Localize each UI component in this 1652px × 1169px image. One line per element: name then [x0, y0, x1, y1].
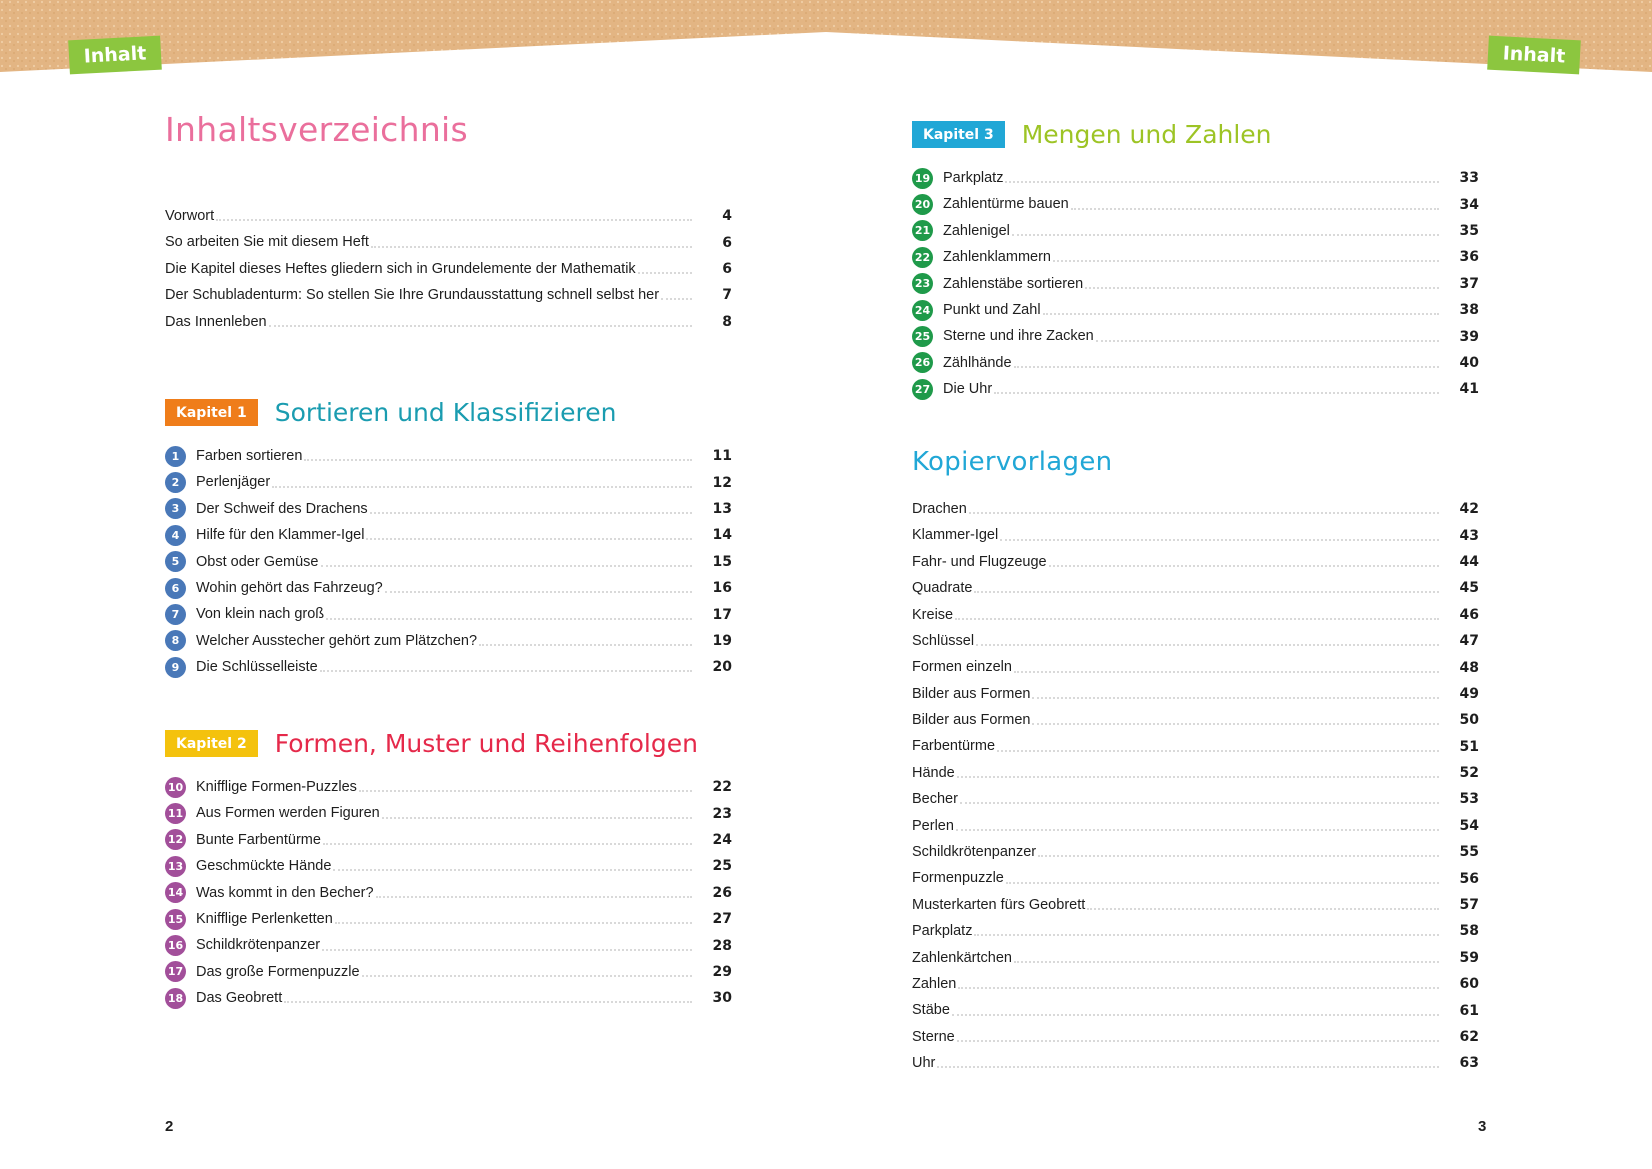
dot-leader — [952, 1014, 1439, 1016]
toc-label: Zahlen — [912, 975, 957, 992]
dot-leader — [304, 459, 692, 461]
item-number-badge: 2 — [165, 472, 186, 493]
item-number-badge: 17 — [165, 961, 186, 982]
toc-row — [912, 350, 1479, 376]
kopiervorlagen-title: Kopiervorlagen — [912, 447, 1113, 477]
dot-leader — [1071, 208, 1439, 210]
item-number-badge: 7 — [165, 604, 186, 625]
toc-row — [912, 323, 1479, 349]
toc-label: Farbentürme — [912, 738, 996, 755]
page-title: Inhaltsverzeichnis — [165, 110, 469, 149]
toc-page-number: 30 — [712, 990, 732, 1007]
toc-row — [912, 918, 1479, 944]
toc-page-number: 6 — [722, 234, 732, 251]
toc-page-number: 37 — [1459, 275, 1479, 292]
toc-page-number: 59 — [1459, 949, 1479, 966]
toc-row — [165, 654, 732, 680]
item-number-badge: 3 — [165, 498, 186, 519]
item-number-badge: 14 — [165, 882, 186, 903]
toc-row — [165, 800, 732, 826]
toc-row — [165, 496, 732, 522]
dot-leader — [382, 817, 692, 819]
item-number-badge: 11 — [165, 803, 186, 824]
toc-row — [912, 1050, 1479, 1076]
dot-leader — [974, 934, 1439, 936]
dot-leader — [1038, 855, 1439, 857]
item-number-badge: 6 — [165, 578, 186, 599]
item-number-badge: 18 — [165, 988, 186, 1009]
dot-leader — [1005, 181, 1439, 183]
toc-label: Zahlenigel — [943, 222, 1010, 239]
toc-row — [912, 654, 1479, 680]
toc-row — [912, 522, 1479, 548]
toc-label: Farben sortieren — [196, 447, 303, 464]
dot-leader — [1014, 961, 1439, 963]
dot-leader — [638, 272, 692, 274]
dot-leader — [326, 618, 692, 620]
toc-row — [165, 985, 732, 1011]
toc-page-number: 12 — [712, 474, 732, 491]
toc-label: Drachen — [912, 500, 967, 517]
toc-row — [165, 932, 732, 958]
toc-page-number: 36 — [1459, 249, 1479, 266]
item-number-badge: 1 — [165, 446, 186, 467]
item-number-badge: 4 — [165, 525, 186, 546]
toc-page-number: 7 — [722, 287, 732, 304]
toc-page-number: 44 — [1459, 553, 1479, 570]
item-number-badge: 25 — [912, 326, 933, 347]
page-number-left: 2 — [165, 1118, 174, 1135]
toc-row — [912, 865, 1479, 891]
toc-label: Zahlenkärtchen — [912, 949, 1012, 966]
item-number-badge: 5 — [165, 551, 186, 572]
toc-label: Fahr- und Flugzeuge — [912, 553, 1047, 570]
toc-page-number: 38 — [1459, 302, 1479, 319]
dot-leader — [958, 987, 1439, 989]
toc-page-number: 11 — [712, 448, 732, 465]
dot-leader — [1043, 313, 1439, 315]
toc-page-number: 20 — [712, 659, 732, 676]
toc-page-number: 23 — [712, 805, 732, 822]
dot-leader — [1087, 908, 1439, 910]
toc-label: Die Schlüsselleiste — [196, 659, 318, 676]
toc-row — [165, 282, 732, 308]
toc-page-number: 58 — [1459, 923, 1479, 940]
dot-leader — [269, 325, 692, 327]
toc-row — [912, 734, 1479, 760]
item-number-badge: 19 — [912, 168, 933, 189]
toc-page-number: 28 — [712, 937, 732, 954]
toc-row — [165, 522, 732, 548]
intro-list — [165, 203, 732, 335]
dot-leader — [1085, 287, 1439, 289]
toc-label: Schildkrötenpanzer — [912, 844, 1037, 861]
toc-page-number: 50 — [1459, 712, 1479, 729]
toc-label: Wohin gehört das Fahrzeug? — [196, 579, 383, 596]
dot-leader — [956, 829, 1439, 831]
chapter-1-badge: Kapitel 1 — [165, 399, 258, 426]
header-band — [0, 0, 1652, 80]
toc-row — [912, 165, 1479, 191]
toc-label: Knifflige Formen-Puzzles — [196, 778, 357, 795]
toc-label: Parkplatz — [912, 923, 973, 940]
toc-row — [912, 297, 1479, 323]
dot-leader — [216, 219, 692, 221]
chapter-3-badge: Kapitel 3 — [912, 121, 1005, 148]
chapter-2-badge: Kapitel 2 — [165, 730, 258, 757]
toc-page-number: 55 — [1459, 844, 1479, 861]
dot-leader — [661, 298, 692, 300]
chapter-2-title: Formen, Muster und Reihenfolgen — [274, 729, 698, 758]
toc-row — [912, 760, 1479, 786]
toc-page-number: 24 — [712, 831, 732, 848]
toc-label: Kreise — [912, 606, 954, 623]
item-number-badge: 20 — [912, 194, 933, 215]
toc-label: Punkt und Zahl — [943, 301, 1041, 318]
chapter-1-title: Sortieren und Klassifizieren — [274, 398, 617, 427]
toc-page-number: 51 — [1459, 738, 1479, 755]
toc-row — [165, 601, 732, 627]
dot-leader — [969, 512, 1439, 514]
toc-row — [912, 218, 1479, 244]
toc-page-number: 45 — [1459, 580, 1479, 597]
toc-page-number: 62 — [1459, 1029, 1479, 1045]
toc-row — [912, 707, 1479, 733]
toc-row — [165, 256, 732, 282]
dot-leader — [937, 1066, 1439, 1068]
chapter-3-heading — [912, 120, 1272, 149]
dot-leader — [1012, 234, 1439, 236]
toc-label: Zahlenklammern — [943, 249, 1051, 266]
item-number-badge: 23 — [912, 273, 933, 294]
item-number-badge: 24 — [912, 300, 933, 321]
toc-row — [912, 945, 1479, 971]
item-number-badge: 13 — [165, 856, 186, 877]
toc-page-number: 49 — [1459, 685, 1479, 702]
dot-leader — [371, 246, 692, 248]
toc-label: Das Geobrett — [196, 990, 283, 1007]
item-number-badge: 10 — [165, 777, 186, 798]
toc-label: Hände — [912, 764, 955, 781]
toc-page-number: 26 — [712, 884, 732, 901]
inhalt-tab-right: Inhalt — [1487, 36, 1581, 75]
toc-label: Sterne und ihre Zacken — [943, 328, 1094, 345]
toc-page-number: 47 — [1459, 633, 1479, 650]
kopiervorlagen-list — [912, 496, 1479, 1077]
toc-label: Bunte Farbentürme — [196, 831, 321, 848]
toc-page-number: 41 — [1459, 381, 1479, 398]
toc-row — [165, 774, 732, 800]
dot-leader — [1014, 671, 1439, 673]
chapter-3-title: Mengen und Zahlen — [1021, 120, 1272, 149]
dot-leader — [366, 538, 692, 540]
toc-row — [912, 839, 1479, 865]
toc-label: Formenpuzzle — [912, 870, 1004, 887]
dot-leader — [385, 591, 692, 593]
toc-label: Das große Formenpuzzle — [196, 963, 360, 980]
dot-leader — [376, 896, 692, 898]
toc-label: Perlenjäger — [196, 474, 271, 491]
page-number-right: 3 — [1478, 1118, 1487, 1135]
toc-label: Zahlenstäbe sortieren — [943, 275, 1084, 292]
dot-leader — [957, 1040, 1439, 1042]
toc-row — [912, 681, 1479, 707]
toc-row — [912, 376, 1479, 402]
toc-label: Der Schweif des Drachens — [196, 500, 368, 517]
toc-label: Der Schubladenturm: So stellen Sie Ihre Grundausstattung schnell selbst her — [165, 287, 660, 304]
toc-page-number: 33 — [1459, 170, 1479, 187]
dot-leader — [1096, 340, 1439, 342]
toc-page-number: 40 — [1459, 354, 1479, 371]
dot-leader — [322, 949, 692, 951]
toc-page-number: 56 — [1459, 870, 1479, 887]
toc-row — [912, 813, 1479, 839]
toc-label: Aus Formen werden Figuren — [196, 805, 380, 822]
dot-leader — [370, 512, 692, 514]
dot-leader — [974, 591, 1439, 593]
toc-page-number: 34 — [1459, 196, 1479, 213]
toc-page-number: 22 — [712, 779, 732, 796]
dot-leader — [320, 670, 692, 672]
toc-row — [165, 229, 732, 255]
toc-label: Das Innenleben — [165, 313, 267, 330]
dot-leader — [1053, 260, 1439, 262]
toc-page-number: 6 — [722, 260, 732, 277]
toc-row — [165, 880, 732, 906]
toc-page-number: 25 — [712, 858, 732, 875]
toc-page-number: 53 — [1459, 791, 1479, 808]
toc-label: Perlen — [912, 817, 954, 834]
toc-row — [912, 191, 1479, 217]
toc-row — [165, 469, 732, 495]
toc-label: Zahlentürme bauen — [943, 196, 1069, 213]
toc-label: Welcher Ausstecher gehört zum Plätzchen? — [196, 632, 478, 649]
dot-leader — [957, 776, 1439, 778]
item-number-badge: 8 — [165, 630, 186, 651]
dot-leader — [362, 975, 692, 977]
dot-leader — [997, 750, 1439, 752]
toc-row — [912, 1024, 1479, 1050]
toc-row — [912, 997, 1479, 1023]
item-number-badge: 27 — [912, 379, 933, 400]
toc-page-number: 15 — [712, 553, 732, 570]
toc-row — [165, 959, 732, 985]
toc-label: So arbeiten Sie mit diesem Heft — [165, 234, 369, 251]
toc-page-number: 19 — [712, 632, 732, 649]
dot-leader — [1032, 723, 1439, 725]
toc-label: Vorwort — [165, 207, 215, 224]
toc-row — [165, 575, 732, 601]
toc-row — [165, 309, 732, 335]
toc-label: Stäbe — [912, 1002, 950, 1019]
toc-page-number: 39 — [1459, 328, 1479, 345]
dot-leader — [1032, 697, 1439, 699]
toc-label: Zählhände — [943, 354, 1012, 371]
toc-page-number: 17 — [712, 606, 732, 623]
toc-label: Schlüssel — [912, 632, 975, 649]
toc-label: Bilder aus Formen — [912, 685, 1031, 702]
dot-leader — [976, 644, 1439, 646]
dot-leader — [335, 922, 692, 924]
dot-leader — [994, 392, 1439, 394]
toc-label: Uhr — [912, 1055, 936, 1072]
toc-page-number: 54 — [1459, 817, 1479, 834]
toc-page-number: 16 — [712, 580, 732, 597]
toc-page-number: 35 — [1459, 222, 1479, 239]
toc-page-number: 46 — [1459, 606, 1479, 623]
toc-row — [912, 244, 1479, 270]
toc-page-number: 29 — [712, 963, 732, 980]
toc-page-number: 57 — [1459, 897, 1479, 914]
toc-label: Schildkrötenpanzer — [196, 937, 321, 954]
dot-leader — [1006, 882, 1439, 884]
item-number-badge: 26 — [912, 352, 933, 373]
toc-row — [912, 549, 1479, 575]
toc-label: Geschmückte Hände — [196, 858, 332, 875]
toc-page-number: 14 — [712, 527, 732, 544]
toc-page-number: 61 — [1459, 1002, 1479, 1019]
toc-page-number: 43 — [1459, 527, 1479, 544]
toc-row — [912, 496, 1479, 522]
toc-page-number: 48 — [1459, 659, 1479, 676]
chapter-2-heading — [165, 729, 698, 758]
dot-leader — [321, 565, 693, 567]
toc-row — [165, 443, 732, 469]
toc-label: Musterkarten fürs Geobrett — [912, 896, 1086, 913]
toc-row — [912, 892, 1479, 918]
chapter-2-list — [165, 774, 732, 1012]
toc-label: Die Kapitel dieses Heftes gliedern sich in Grundelemente der Mathematik — [165, 260, 636, 277]
toc-page-number: 13 — [712, 500, 732, 517]
dot-leader — [323, 843, 692, 845]
dot-leader — [272, 486, 692, 488]
dot-leader — [1049, 565, 1439, 567]
dot-leader — [359, 790, 692, 792]
toc-row — [912, 575, 1479, 601]
toc-row — [165, 853, 732, 879]
toc-row — [912, 271, 1479, 297]
inhalt-tab-left: Inhalt — [68, 36, 162, 75]
toc-row — [165, 827, 732, 853]
item-number-badge: 21 — [912, 220, 933, 241]
item-number-badge: 12 — [165, 829, 186, 850]
toc-row — [912, 971, 1479, 997]
dot-leader — [333, 869, 692, 871]
toc-page-number: 8 — [722, 313, 732, 330]
toc-label: Klammer-Igel — [912, 527, 999, 544]
item-number-badge: 15 — [165, 909, 186, 930]
toc-label: Becher — [912, 791, 958, 808]
toc-label: Quadrate — [912, 580, 973, 597]
item-number-badge: 22 — [912, 247, 933, 268]
toc-page-number: 60 — [1459, 976, 1479, 993]
toc-row — [912, 786, 1479, 812]
dot-leader — [479, 644, 692, 646]
dot-leader — [284, 1001, 692, 1003]
dot-leader — [960, 802, 1439, 804]
toc-row — [165, 906, 732, 932]
chapter-3-list — [912, 165, 1479, 403]
toc-label: Formen einzeln — [912, 659, 1012, 676]
toc-row — [165, 203, 732, 229]
chapter-1-heading — [165, 398, 617, 427]
toc-label: Obst oder Gemüse — [196, 553, 319, 570]
toc-label: Die Uhr — [943, 381, 993, 398]
dot-leader — [1014, 366, 1439, 368]
dot-leader — [1000, 539, 1439, 541]
toc-row — [165, 549, 732, 575]
item-number-badge: 9 — [165, 657, 186, 678]
toc-label: Von klein nach groß — [196, 606, 325, 623]
toc-page-number: 63 — [1459, 1055, 1479, 1072]
toc-label: Bilder aus Formen — [912, 712, 1031, 729]
toc-page-number: 42 — [1459, 501, 1479, 518]
toc-label: Was kommt in den Becher? — [196, 884, 374, 901]
toc-row — [912, 628, 1479, 654]
chapter-1-list — [165, 443, 732, 681]
toc-row — [912, 602, 1479, 628]
toc-page-number: 27 — [712, 911, 732, 928]
toc-label: Knifflige Perlenketten — [196, 910, 333, 927]
toc-row — [165, 628, 732, 654]
item-number-badge: 16 — [165, 935, 186, 956]
toc-page-number: 4 — [722, 208, 732, 225]
dot-leader — [955, 618, 1439, 620]
toc-page-number: 52 — [1459, 765, 1479, 782]
toc-label: Parkplatz — [943, 169, 1004, 186]
toc-label: Sterne — [912, 1028, 955, 1045]
toc-label: Hilfe für den Klammer-Igel — [196, 527, 365, 544]
